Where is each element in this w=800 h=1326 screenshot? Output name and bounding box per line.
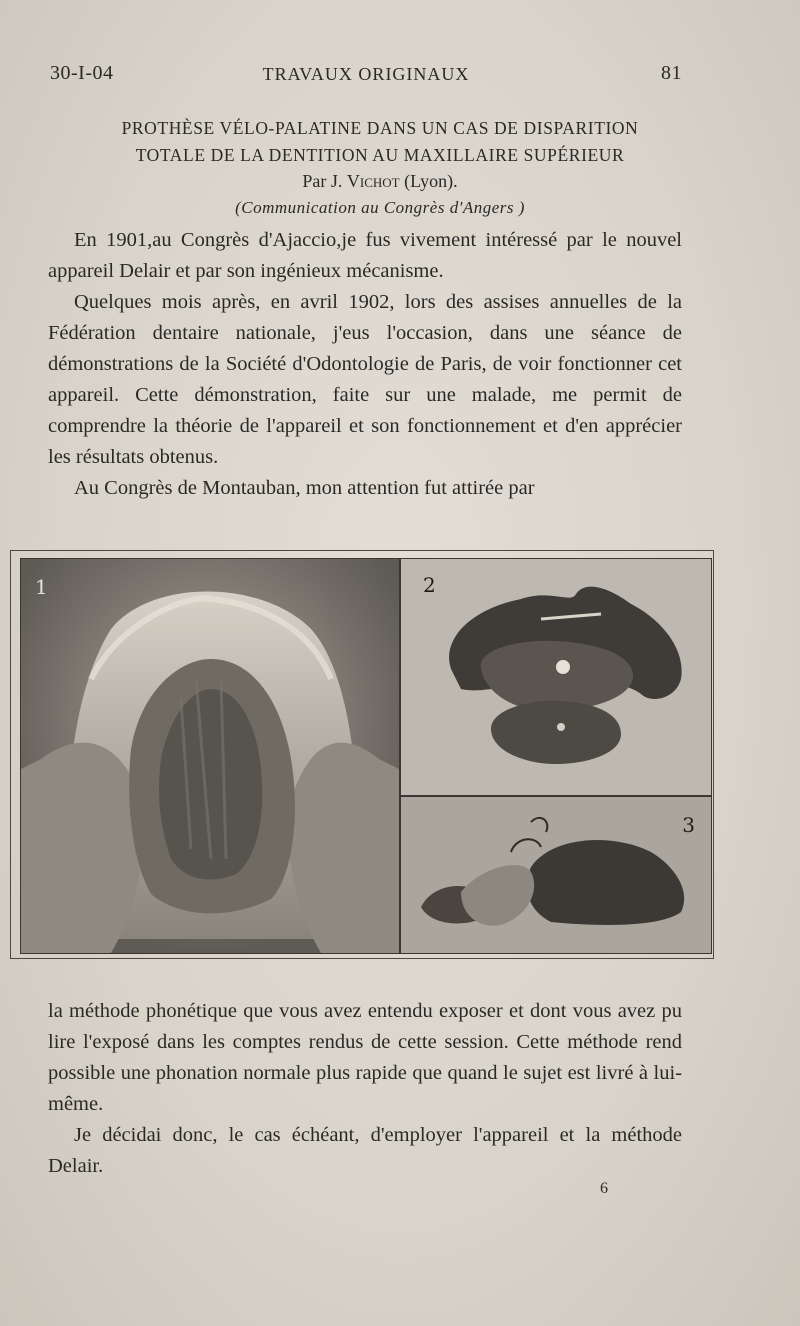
author-location: (Lyon). xyxy=(404,171,458,191)
paragraph: Je décidai donc, le cas échéant, d'employer l'appareil et la méthode Delair. xyxy=(48,1124,682,1177)
paragraph: la méthode phonétique que vous avez entendu exposer et dont vous avez pu lire l'exposé dans les comptes rendus de cette session. Cette méthode rend possible une phonation normale plus rapide que quand le sujet est livré à lui-même. xyxy=(48,1000,682,1115)
paragraph: Quelques mois après, en avril 1902, lors des assises annuelles de la Fédération dentaire nationale, j'eus l'occasion, dans une séance de démonstrations de la Société d'Odontologie de Paris, de voir fonctionner cet appareil. Cette démonstration, faite sur une malade, me permit de comprendre la théorie de l'appareil et son fonctionnement et d'en apprécier les résultats obtenus. xyxy=(48,291,682,468)
section-title: TRAVAUX ORIGINAUX xyxy=(262,64,470,84)
signature-mark: 6 xyxy=(600,1180,608,1197)
figure-plate xyxy=(10,546,714,961)
plate-right-rule xyxy=(713,550,714,959)
author-name: Vichot xyxy=(346,171,400,191)
issue-date: 30-I-04 xyxy=(50,62,114,84)
paragraph: En 1901,au Congrès d'Ajaccio,je fus vivement intéressé par le nouvel appareil Delair et par son ingénieux mécanisme. xyxy=(48,229,682,282)
figure-3-appliance-side xyxy=(400,796,712,954)
figure-2-label: 2 xyxy=(423,573,436,597)
running-head xyxy=(50,62,682,92)
plate-bottom-rule xyxy=(10,958,714,959)
page-number: 81 xyxy=(661,62,682,84)
jaw-cast-illustration xyxy=(21,559,399,953)
body-text-top xyxy=(48,225,682,504)
appliance-side-illustration xyxy=(401,797,711,953)
figure-3-label: 3 xyxy=(682,813,695,837)
article-title-line-1: PROTHÈSE VÉLO-PALATINE DANS UN CAS DE DISPARITION xyxy=(121,118,639,138)
byline xyxy=(40,171,720,192)
appliance-illustration xyxy=(401,559,711,795)
plate-top-rule xyxy=(10,550,714,551)
figure-2-appliance xyxy=(400,558,712,796)
plate-left-rule xyxy=(10,550,11,959)
article-title-line-2: TOTALE DE LA DENTITION AU MAXILLAIRE SUPÉRIEUR xyxy=(135,145,625,165)
body-text-bottom xyxy=(48,996,682,1182)
figure-1-label: 1 xyxy=(35,575,48,599)
figure-1-jaw-cast xyxy=(20,558,400,954)
by-prefix: Par J. xyxy=(302,171,343,191)
paragraph: Au Congrès de Montauban, mon attention fut attirée par xyxy=(74,477,535,499)
communication-note: (Communication au Congrès d'Angers ) xyxy=(235,198,525,217)
